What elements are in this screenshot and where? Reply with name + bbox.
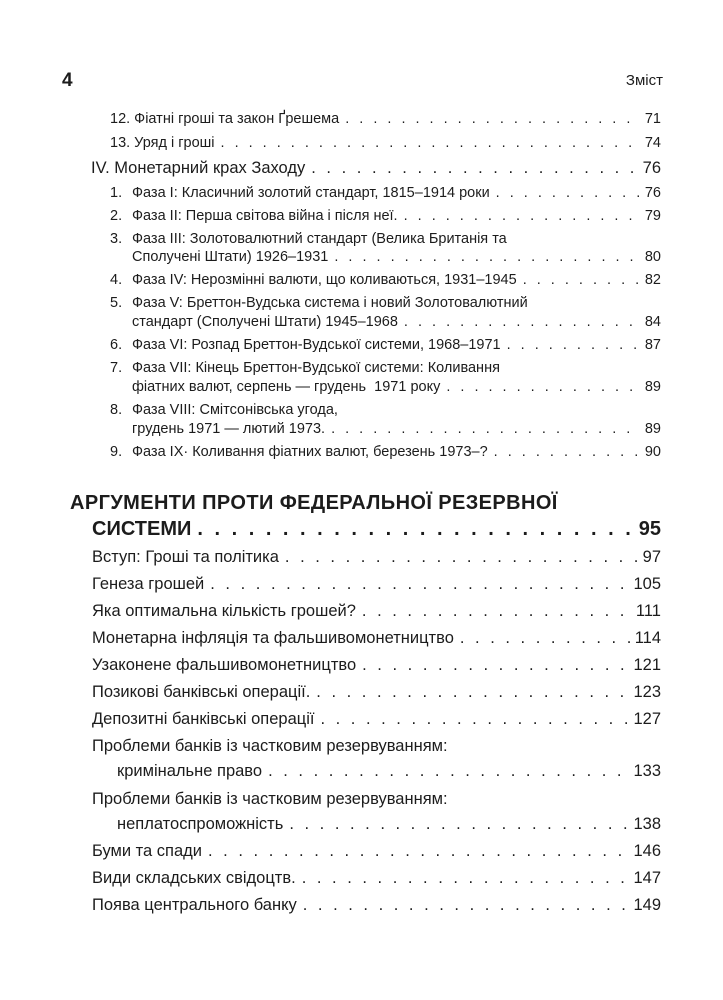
leader-dots bbox=[523, 272, 641, 288]
leader-dots bbox=[210, 575, 629, 594]
toc-entry-page: 76 bbox=[644, 185, 661, 201]
toc-entry-number: 4. bbox=[110, 272, 123, 288]
toc-entry[interactable] bbox=[110, 272, 661, 288]
toc-entry[interactable] bbox=[117, 815, 661, 834]
toc-entry-line bbox=[110, 295, 528, 311]
leader-dots bbox=[331, 421, 641, 437]
toc-entry-page: 114 bbox=[634, 629, 661, 647]
toc-entry-label: Депозитні банківські операції bbox=[92, 710, 315, 728]
toc-entry[interactable] bbox=[92, 656, 661, 675]
toc-entry-number: 9. bbox=[110, 444, 123, 460]
toc-entry-label: Поява центрального банку bbox=[92, 896, 297, 914]
toc-entry[interactable] bbox=[110, 444, 661, 460]
section-title: АРГУМЕНТИ ПРОТИ ФЕДЕРАЛЬНОЇ РЕЗЕРВНОЇ bbox=[70, 492, 558, 514]
leader-dots bbox=[494, 444, 641, 460]
toc-entry[interactable] bbox=[92, 896, 661, 915]
toc-entry[interactable] bbox=[110, 135, 661, 151]
toc-entry-label: Фаза ІІІ: Золотовалютний стандарт (Велика Британія та bbox=[132, 231, 507, 247]
leader-dots bbox=[320, 710, 629, 729]
toc-entry-label: IV. Монетарний крах Заходу bbox=[91, 159, 306, 177]
leader-dots bbox=[208, 842, 629, 861]
toc-entry-line bbox=[110, 402, 338, 418]
leader-dots bbox=[334, 249, 641, 265]
toc-entry[interactable] bbox=[132, 379, 661, 395]
leader-dots bbox=[302, 869, 630, 888]
toc-entry-page: 138 bbox=[633, 815, 661, 833]
toc-entry-page: 97 bbox=[642, 548, 661, 566]
toc-entry-page: 127 bbox=[633, 710, 661, 728]
toc-entry-label: Узаконене фальшивомонетництво bbox=[92, 656, 357, 674]
toc-entry-label: Буми та спади bbox=[92, 842, 203, 860]
leader-dots bbox=[303, 896, 630, 915]
leader-dots bbox=[316, 683, 629, 702]
toc-entry[interactable] bbox=[117, 762, 661, 781]
toc-entry-label: Види складських свідоцтв. bbox=[92, 869, 296, 887]
toc-entry-label: Фаза IV: Нерозмінні валюти, що коливаються, 1931–1945 bbox=[132, 272, 517, 288]
leader-dots bbox=[289, 815, 629, 834]
toc-entry-number: 1. bbox=[110, 185, 123, 201]
toc-entry-label: Фаза VIII: Смітсонівська угода, bbox=[132, 402, 338, 418]
leader-dots bbox=[221, 135, 641, 151]
toc-entry-page: 87 bbox=[644, 337, 661, 353]
page-number: 4 bbox=[62, 70, 73, 91]
toc-entry-page: 111 bbox=[635, 602, 661, 620]
toc-entry-number: 8. bbox=[110, 402, 123, 418]
toc-entry-label: Фаза VII: Кінець Бреттон-Вудської системи: Коливання bbox=[132, 360, 500, 376]
toc-entry[interactable] bbox=[132, 314, 661, 330]
leader-dots bbox=[268, 762, 629, 781]
toc-entry[interactable] bbox=[110, 208, 661, 224]
toc-section-entry[interactable] bbox=[92, 518, 661, 541]
toc-entry-label: Фаза VI: Розпад Бреттон-Вудської системи, 1968–1971 bbox=[132, 337, 501, 353]
toc-entry[interactable] bbox=[132, 421, 661, 437]
leader-dots bbox=[404, 208, 641, 224]
toc-entry-page: 82 bbox=[644, 272, 661, 288]
toc-entry[interactable] bbox=[92, 710, 661, 729]
toc-entry-label: Сполучені Штати) 1926–1931 bbox=[132, 249, 329, 265]
toc-entry-page: 84 bbox=[644, 314, 661, 330]
toc-entry-page: 123 bbox=[633, 683, 661, 701]
toc-entry-line: Проблеми банків із частковим резервуванням: bbox=[92, 737, 448, 755]
toc-entry-number: 6. bbox=[110, 337, 123, 353]
toc-entry-label: Фаза V: Бреттон-Вудська система і новий Золотовалютний bbox=[132, 295, 528, 311]
leader-dots bbox=[496, 185, 641, 201]
toc-entry-page: 80 bbox=[644, 249, 661, 265]
toc-entry[interactable] bbox=[92, 842, 661, 861]
toc-entry-page: 90 bbox=[644, 444, 661, 460]
toc-entry[interactable] bbox=[92, 575, 661, 594]
toc-entry-line bbox=[110, 231, 507, 247]
leader-dots bbox=[311, 159, 638, 178]
leader-dots bbox=[404, 314, 641, 330]
toc-entry-page: 71 bbox=[644, 111, 661, 127]
toc-part-entry[interactable] bbox=[91, 159, 661, 178]
toc-entry-label: неплатоспроможність bbox=[117, 815, 284, 833]
toc-entry-label: Позикові банківські операції. bbox=[92, 683, 311, 701]
toc-entry[interactable] bbox=[110, 111, 661, 127]
toc-entry-line: Проблеми банків із частковим резервуванням: bbox=[92, 790, 448, 808]
leader-dots bbox=[362, 602, 632, 621]
toc-entry-page: 133 bbox=[633, 762, 661, 780]
toc-entry-page: 79 bbox=[644, 208, 661, 224]
toc-entry-label: Фаза І: Класичний золотий стандарт, 1815–1914 роки bbox=[132, 185, 490, 201]
toc-entry[interactable] bbox=[132, 249, 661, 265]
running-head: Зміст bbox=[625, 72, 663, 89]
toc-entry-label: Монетарна інфляція та фальшивомонетництво bbox=[92, 629, 454, 647]
toc-entry-number: 2. bbox=[110, 208, 123, 224]
toc-entry[interactable] bbox=[92, 602, 661, 621]
leader-dots bbox=[345, 111, 641, 127]
toc-entry-label: стандарт (Сполучені Штати) 1945–1968 bbox=[132, 314, 398, 330]
leader-dots bbox=[362, 656, 629, 675]
toc-entry[interactable] bbox=[110, 185, 661, 201]
toc-entry[interactable] bbox=[92, 869, 661, 888]
toc-entry[interactable] bbox=[92, 629, 661, 648]
toc-entry[interactable] bbox=[110, 337, 661, 353]
toc-entry-label: Фаза ІІ: Перша світова війна і після неї. bbox=[132, 208, 398, 224]
toc-entry-label: Вступ: Гроші та політика bbox=[92, 548, 279, 566]
toc-entry-page: 74 bbox=[644, 135, 661, 151]
toc-entry-page: 89 bbox=[644, 421, 661, 437]
leader-dots bbox=[197, 518, 634, 541]
toc-entry-page: 121 bbox=[633, 656, 661, 674]
toc-entry-number: 7. bbox=[110, 360, 123, 376]
toc-entry[interactable] bbox=[92, 683, 661, 702]
toc-entry-label: Генеза грошей bbox=[92, 575, 205, 593]
toc-entry-number: 3. bbox=[110, 231, 123, 247]
toc-entry-page: 76 bbox=[642, 159, 661, 177]
toc-entry-label: 12. Фіатні гроші та закон Ґрешема bbox=[110, 111, 340, 127]
toc-entry-page: 95 bbox=[638, 518, 661, 540]
toc-entry-label: грудень 1971 — лютий 1973. bbox=[132, 421, 326, 437]
leader-dots bbox=[446, 379, 641, 395]
toc-entry-label: Яка оптимальна кількість грошей? bbox=[92, 602, 356, 620]
toc-entry-label: фіатних валют, серпень — грудень 1971 року bbox=[132, 379, 441, 395]
toc-entry-label: Фаза IX· Коливання фіатних валют, березень 1973–? bbox=[132, 444, 488, 460]
toc-entry[interactable] bbox=[92, 548, 661, 567]
toc-entry-number: 5. bbox=[110, 295, 123, 311]
leader-dots bbox=[285, 548, 639, 567]
toc-entry-page: 89 bbox=[644, 379, 661, 395]
toc-entry-page: 105 bbox=[633, 575, 661, 593]
toc-entry-line bbox=[110, 360, 500, 376]
toc-entry-page: 147 bbox=[633, 869, 661, 887]
toc-entry-label: кримінальне право bbox=[117, 762, 263, 780]
toc-entry-label: 13. Уряд і гроші bbox=[110, 135, 215, 151]
toc-entry-page: 146 bbox=[633, 842, 661, 860]
leader-dots bbox=[460, 629, 631, 648]
toc-entry-label: СИСТЕМИ bbox=[92, 518, 192, 540]
toc-entry-page: 149 bbox=[633, 896, 661, 914]
leader-dots bbox=[507, 337, 641, 353]
